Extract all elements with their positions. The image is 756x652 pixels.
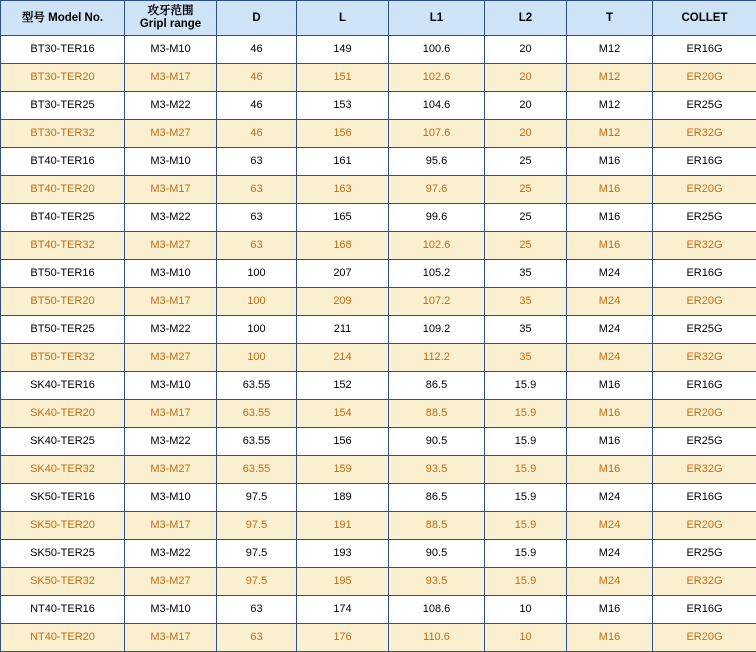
table-cell: 46 — [217, 92, 297, 120]
table-cell: 46 — [217, 36, 297, 64]
column-header-d — [217, 1, 297, 36]
table-cell: M3-M17 — [125, 64, 217, 92]
table-row — [1, 456, 756, 484]
table-cell: M3-M17 — [125, 512, 217, 540]
table-cell: 35 — [485, 316, 567, 344]
table-row — [1, 316, 756, 344]
table-cell: 107.6 — [389, 120, 485, 148]
table-row — [1, 148, 756, 176]
table-cell: 25 — [485, 204, 567, 232]
table-cell: NT40-TER20 — [1, 624, 125, 652]
table-cell: M3-M22 — [125, 92, 217, 120]
table-cell: 102.6 — [389, 232, 485, 260]
table-cell: 15.9 — [485, 484, 567, 512]
table-cell: SK50-TER25 — [1, 540, 125, 568]
table-cell: 15.9 — [485, 372, 567, 400]
table-cell: M16 — [567, 596, 653, 624]
table-cell: 25 — [485, 176, 567, 204]
table-cell: 90.5 — [389, 428, 485, 456]
column-header-l — [297, 1, 389, 36]
table-cell: 63.55 — [217, 400, 297, 428]
table-cell: M24 — [567, 512, 653, 540]
table-cell: M3-M22 — [125, 540, 217, 568]
table-cell: 10 — [485, 624, 567, 652]
column-header-l1-line1: L1 — [389, 12, 484, 25]
table-cell: 97.5 — [217, 484, 297, 512]
table-cell: 100 — [217, 260, 297, 288]
table-cell: 20 — [485, 36, 567, 64]
table-cell: ER20G — [653, 400, 756, 428]
table-cell: 15.9 — [485, 400, 567, 428]
table-cell: 10 — [485, 596, 567, 624]
table-cell: 63 — [217, 232, 297, 260]
table-cell: M16 — [567, 456, 653, 484]
table-cell: 156 — [297, 120, 389, 148]
table-cell: ER16G — [653, 148, 756, 176]
table-cell: M24 — [567, 484, 653, 512]
table-cell: BT50-TER25 — [1, 316, 125, 344]
table-cell: 93.5 — [389, 456, 485, 484]
table-cell: M3-M27 — [125, 568, 217, 596]
table-header — [1, 1, 756, 36]
table-cell: BT50-TER16 — [1, 260, 125, 288]
table-cell: 149 — [297, 36, 389, 64]
table-cell: M16 — [567, 204, 653, 232]
table-cell: M12 — [567, 92, 653, 120]
table-cell: M16 — [567, 232, 653, 260]
table-cell: M3-M27 — [125, 120, 217, 148]
column-header-grip-range-line2: Gripl range — [125, 18, 216, 31]
table-cell: M3-M27 — [125, 232, 217, 260]
table-cell: M3-M10 — [125, 596, 217, 624]
column-header-collet-line1: COLLET — [653, 12, 756, 25]
table-cell: SK40-TER25 — [1, 428, 125, 456]
table-cell: M16 — [567, 624, 653, 652]
table-row — [1, 400, 756, 428]
column-header-model — [1, 1, 125, 36]
table-cell: 97.5 — [217, 512, 297, 540]
table-cell: ER25G — [653, 540, 756, 568]
table-cell: 105.2 — [389, 260, 485, 288]
table-row — [1, 120, 756, 148]
table-cell: 88.5 — [389, 512, 485, 540]
table-row — [1, 92, 756, 120]
table-cell: M3-M17 — [125, 624, 217, 652]
table-cell: 163 — [297, 176, 389, 204]
table-cell: 95.6 — [389, 148, 485, 176]
table-cell: 20 — [485, 92, 567, 120]
table-cell: 35 — [485, 344, 567, 372]
table-cell: ER32G — [653, 456, 756, 484]
table-cell: M3-M10 — [125, 484, 217, 512]
table-cell: BT30-TER20 — [1, 64, 125, 92]
table-cell: 154 — [297, 400, 389, 428]
table-cell: M16 — [567, 148, 653, 176]
table-cell: 35 — [485, 260, 567, 288]
table-cell: 174 — [297, 596, 389, 624]
table-cell: M24 — [567, 260, 653, 288]
table-cell: 86.5 — [389, 372, 485, 400]
table-cell: 161 — [297, 148, 389, 176]
table-cell: M16 — [567, 372, 653, 400]
table-cell: M16 — [567, 428, 653, 456]
table-cell: 46 — [217, 120, 297, 148]
table-row — [1, 288, 756, 316]
table-row — [1, 36, 756, 64]
table-cell: M3-M27 — [125, 456, 217, 484]
table-cell: 211 — [297, 316, 389, 344]
table-cell: 191 — [297, 512, 389, 540]
table-cell: M24 — [567, 540, 653, 568]
table-cell: ER20G — [653, 176, 756, 204]
table-cell: M24 — [567, 316, 653, 344]
table-cell: ER16G — [653, 596, 756, 624]
table-cell: 159 — [297, 456, 389, 484]
table-cell: 156 — [297, 428, 389, 456]
table-row — [1, 484, 756, 512]
table-cell: 15.9 — [485, 568, 567, 596]
table-cell: BT50-TER20 — [1, 288, 125, 316]
column-header-t-line1: T — [567, 12, 652, 25]
table-cell: 99.6 — [389, 204, 485, 232]
column-header-l2 — [485, 1, 567, 36]
table-cell: 189 — [297, 484, 389, 512]
table-cell: M3-M22 — [125, 204, 217, 232]
table-cell: 110.6 — [389, 624, 485, 652]
table-cell: M3-M17 — [125, 288, 217, 316]
table-cell: 46 — [217, 64, 297, 92]
table-cell: 209 — [297, 288, 389, 316]
table-row — [1, 512, 756, 540]
table-cell: ER25G — [653, 92, 756, 120]
table-row — [1, 204, 756, 232]
table-cell: M3-M10 — [125, 260, 217, 288]
column-header-grip-range-line1: 攻牙范围 — [125, 5, 216, 18]
table-cell: M24 — [567, 344, 653, 372]
table-cell: ER20G — [653, 288, 756, 316]
table-row — [1, 428, 756, 456]
table-cell: 63 — [217, 176, 297, 204]
table-cell: 107.2 — [389, 288, 485, 316]
table-cell: SK40-TER32 — [1, 456, 125, 484]
table-cell: ER20G — [653, 512, 756, 540]
table-cell: 151 — [297, 64, 389, 92]
column-header-l2-line1: L2 — [485, 12, 566, 25]
table-cell: ER32G — [653, 120, 756, 148]
table-cell: 25 — [485, 232, 567, 260]
table-cell: ER20G — [653, 624, 756, 652]
table-cell: 35 — [485, 288, 567, 316]
table-cell: 102.6 — [389, 64, 485, 92]
table-cell: BT30-TER16 — [1, 36, 125, 64]
table-cell: M12 — [567, 120, 653, 148]
table-cell: 165 — [297, 204, 389, 232]
table-row — [1, 540, 756, 568]
table-cell: 86.5 — [389, 484, 485, 512]
table-cell: ER20G — [653, 64, 756, 92]
table-cell: 153 — [297, 92, 389, 120]
table-row — [1, 596, 756, 624]
table-cell: ER25G — [653, 428, 756, 456]
table-cell: 63 — [217, 148, 297, 176]
table-cell: 176 — [297, 624, 389, 652]
table-row — [1, 624, 756, 652]
table-cell: 104.6 — [389, 92, 485, 120]
column-header-t — [567, 1, 653, 36]
column-header-collet — [653, 1, 756, 36]
table-cell: 93.5 — [389, 568, 485, 596]
table-row — [1, 232, 756, 260]
table-cell: 63 — [217, 596, 297, 624]
table-cell: ER16G — [653, 260, 756, 288]
table-cell: 108.6 — [389, 596, 485, 624]
table-cell: 100.6 — [389, 36, 485, 64]
table-cell: M3-M10 — [125, 36, 217, 64]
table-cell: SK40-TER16 — [1, 372, 125, 400]
table-row — [1, 176, 756, 204]
table-cell: 214 — [297, 344, 389, 372]
table-cell: M3-M27 — [125, 344, 217, 372]
table-cell: 97.6 — [389, 176, 485, 204]
table-cell: 90.5 — [389, 540, 485, 568]
table-row — [1, 344, 756, 372]
table-cell: M3-M17 — [125, 176, 217, 204]
table-cell: 63.55 — [217, 372, 297, 400]
table-cell: ER16G — [653, 372, 756, 400]
table-cell: ER16G — [653, 484, 756, 512]
table-cell: 15.9 — [485, 540, 567, 568]
table-row — [1, 260, 756, 288]
table-cell: 207 — [297, 260, 389, 288]
table-cell: SK50-TER32 — [1, 568, 125, 596]
table-cell: M3-M10 — [125, 372, 217, 400]
table-cell: 63 — [217, 624, 297, 652]
table-body — [1, 36, 756, 652]
table-cell: 15.9 — [485, 428, 567, 456]
table-cell: SK40-TER20 — [1, 400, 125, 428]
table-cell: SK50-TER20 — [1, 512, 125, 540]
table-cell: ER32G — [653, 232, 756, 260]
table-cell: M16 — [567, 176, 653, 204]
table-row — [1, 568, 756, 596]
table-row — [1, 372, 756, 400]
table-cell: 88.5 — [389, 400, 485, 428]
column-header-model-line1: 型号 Model No. — [1, 12, 124, 25]
column-header-l-line1: L — [297, 12, 388, 25]
table-cell: BT40-TER16 — [1, 148, 125, 176]
table-cell: 152 — [297, 372, 389, 400]
table-cell: BT40-TER25 — [1, 204, 125, 232]
table-cell: 100 — [217, 316, 297, 344]
table-cell: M16 — [567, 400, 653, 428]
table-cell: 100 — [217, 344, 297, 372]
table-cell: BT40-TER20 — [1, 176, 125, 204]
table-cell: 112.2 — [389, 344, 485, 372]
table-cell: BT40-TER32 — [1, 232, 125, 260]
table-cell: ER25G — [653, 316, 756, 344]
table-cell: M3-M22 — [125, 316, 217, 344]
table-cell: 20 — [485, 64, 567, 92]
table-cell: M24 — [567, 288, 653, 316]
table-cell: ER25G — [653, 204, 756, 232]
table-cell: 15.9 — [485, 512, 567, 540]
table-cell: BT30-TER32 — [1, 120, 125, 148]
table-cell: 25 — [485, 148, 567, 176]
table-cell: M12 — [567, 36, 653, 64]
table-cell: 195 — [297, 568, 389, 596]
table-cell: ER16G — [653, 36, 756, 64]
table-cell: M3-M17 — [125, 400, 217, 428]
table-cell: M3-M10 — [125, 148, 217, 176]
table-cell: 168 — [297, 232, 389, 260]
table-cell: SK50-TER16 — [1, 484, 125, 512]
header-row — [1, 1, 756, 36]
table-cell: ER32G — [653, 568, 756, 596]
table-cell: 193 — [297, 540, 389, 568]
table-cell: 63 — [217, 204, 297, 232]
table-cell: M24 — [567, 568, 653, 596]
table-cell: 20 — [485, 120, 567, 148]
column-header-d-line1: D — [217, 12, 296, 25]
table-cell: 100 — [217, 288, 297, 316]
table-cell: 97.5 — [217, 568, 297, 596]
table-cell: BT50-TER32 — [1, 344, 125, 372]
table-cell: BT30-TER25 — [1, 92, 125, 120]
table-cell: M12 — [567, 64, 653, 92]
table-cell: NT40-TER16 — [1, 596, 125, 624]
table-cell: 97.5 — [217, 540, 297, 568]
table-cell: M3-M22 — [125, 428, 217, 456]
table-cell: 109.2 — [389, 316, 485, 344]
column-header-grip-range — [125, 1, 217, 36]
table-cell: ER32G — [653, 344, 756, 372]
table-cell: 15.9 — [485, 456, 567, 484]
table-row — [1, 64, 756, 92]
column-header-l1 — [389, 1, 485, 36]
table-cell: 63.55 — [217, 456, 297, 484]
table-cell: 63.55 — [217, 428, 297, 456]
